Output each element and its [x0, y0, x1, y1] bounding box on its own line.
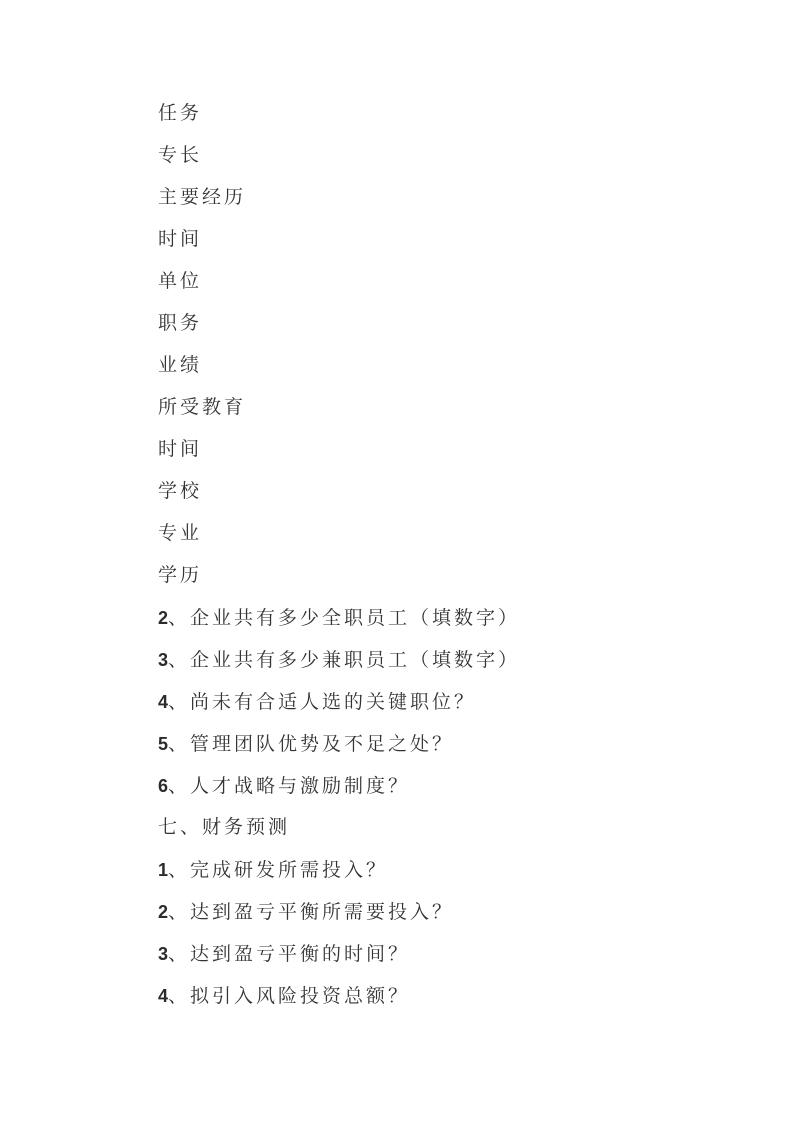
- document-line: [158, 219, 753, 261]
- line-number: 1: [158, 860, 169, 880]
- document-content: [158, 93, 753, 1017]
- document-line: [158, 891, 753, 933]
- line-text: 所受教育: [158, 397, 247, 418]
- document-line: [158, 429, 753, 471]
- line-text: 职务: [158, 313, 203, 334]
- document-line: [158, 345, 753, 387]
- line-number: 6: [158, 776, 169, 796]
- document-line: [158, 135, 753, 177]
- line-number: 5: [158, 734, 169, 754]
- line-text: 、完成研发所需投入？: [168, 860, 389, 881]
- line-text: 、尚未有合适人选的关键职位？: [168, 692, 477, 713]
- line-text: 时间: [158, 229, 203, 250]
- document-line: [158, 807, 753, 849]
- line-text: 、达到盈亏平衡的时间？: [168, 944, 411, 965]
- document-line: [158, 471, 753, 513]
- line-text: 专业: [158, 523, 203, 544]
- line-text: 、企业共有多少全职员工（填数字）: [168, 608, 521, 629]
- line-text: 、管理团队优势及不足之处？: [168, 734, 455, 755]
- line-number: 3: [158, 944, 169, 964]
- document-line: [158, 681, 753, 723]
- line-text: 主要经历: [158, 187, 247, 208]
- line-number: 4: [158, 986, 169, 1006]
- line-text: 任务: [158, 103, 203, 124]
- line-text: 业绩: [158, 355, 203, 376]
- line-text: 、企业共有多少兼职员工（填数字）: [168, 650, 521, 671]
- document-line: [158, 513, 753, 555]
- line-text: 学校: [158, 481, 203, 502]
- document-line: [158, 723, 753, 765]
- document-line: [158, 93, 753, 135]
- document-line: [158, 639, 753, 681]
- line-number: 4: [158, 692, 169, 712]
- line-number: 2: [158, 902, 169, 922]
- document-line: [158, 597, 753, 639]
- document-line: [158, 975, 753, 1017]
- document-line: [158, 261, 753, 303]
- line-text: 、人才战略与激励制度？: [168, 776, 411, 797]
- document-line: [158, 555, 753, 597]
- line-text: 时间: [158, 439, 203, 460]
- document-line: [158, 177, 753, 219]
- document-line: [158, 933, 753, 975]
- line-text: 单位: [158, 271, 203, 292]
- line-text: 学历: [158, 565, 203, 586]
- document-line: [158, 765, 753, 807]
- line-text: 、达到盈亏平衡所需要投入？: [168, 902, 455, 923]
- document-line: [158, 387, 753, 429]
- line-text: 专长: [158, 145, 203, 166]
- line-text: 、拟引入风险投资总额？: [168, 986, 411, 1007]
- line-text: 七、财务预测: [158, 817, 291, 838]
- document-line: [158, 849, 753, 891]
- line-number: 2: [158, 608, 169, 628]
- document-line: [158, 303, 753, 345]
- line-number: 3: [158, 650, 169, 670]
